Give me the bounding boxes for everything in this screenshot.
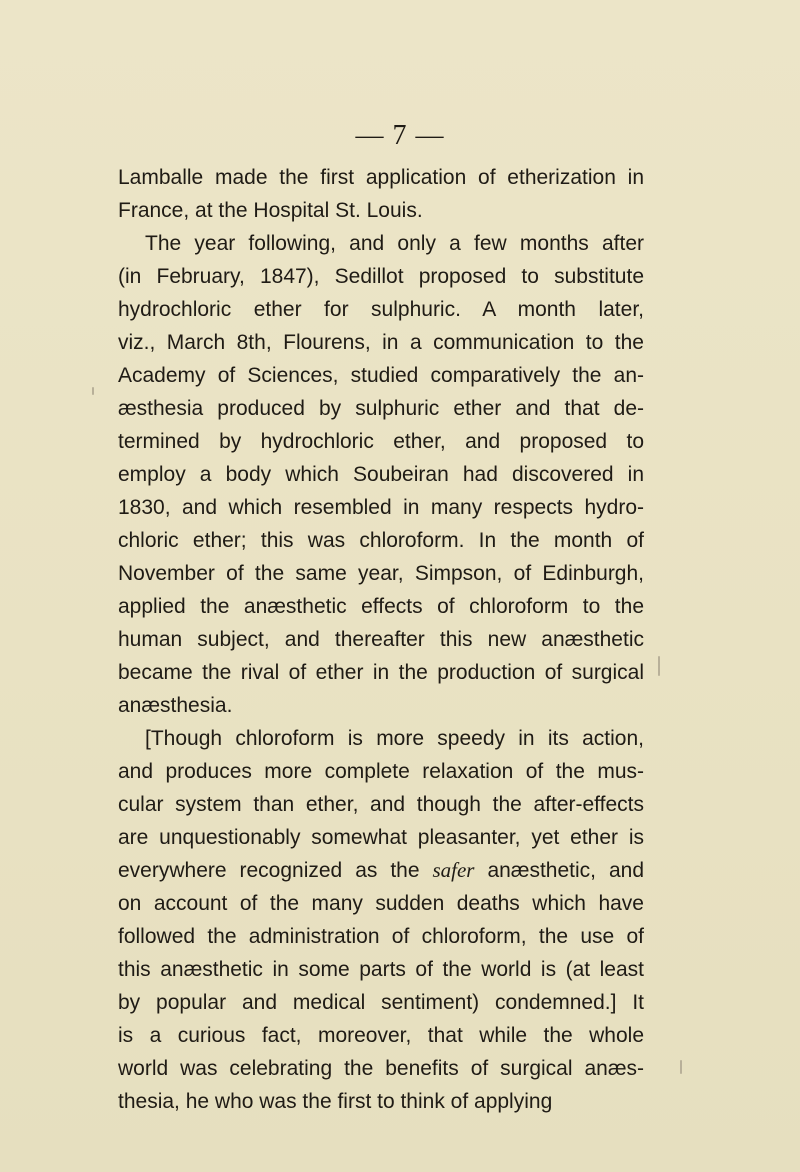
stray-mark bbox=[658, 656, 660, 676]
text-line: applied the anæsthetic effects of chloroform to the bbox=[118, 595, 644, 618]
text-line-with-italic bbox=[118, 854, 644, 887]
text-line: human subject, and thereafter this new anæsthetic bbox=[118, 628, 644, 651]
text-line: æsthesia produced by sulphuric ether and that de- bbox=[118, 397, 644, 420]
text-line: Academy of Sciences, studied comparatively the an- bbox=[118, 364, 644, 387]
text-line: France, at the Hospital St. Louis. bbox=[118, 199, 423, 222]
text-line: The year following, and only a few months after bbox=[145, 232, 644, 255]
text-line: hydrochloric ether for sulphuric. A month later, bbox=[118, 298, 644, 321]
text-line: November of the same year, Simpson, of Edinburgh, bbox=[118, 562, 644, 585]
page-number: — 7 — bbox=[355, 120, 445, 151]
text-line: termined by hydrochloric ether, and proposed to bbox=[118, 430, 644, 453]
text-line: anæsthesia. bbox=[118, 694, 233, 717]
stray-mark bbox=[92, 387, 94, 395]
italic-word: safer bbox=[432, 858, 475, 882]
text-line: by popular and medical sentiment) condemned.] It bbox=[118, 991, 644, 1014]
text-segment: anæsthetic, and bbox=[474, 859, 644, 882]
text-line: (in February, 1847), Sedillot proposed to substitute bbox=[118, 265, 644, 288]
text-line: cular system than ether, and though the after-effects bbox=[118, 793, 644, 816]
text-line: employ a body which Soubeiran had discovered in bbox=[118, 463, 644, 486]
text-line: and produces more complete relaxation of the mus- bbox=[118, 760, 644, 783]
body-text bbox=[118, 161, 644, 1118]
text-line: world was celebrating the benefits of surgical anæs- bbox=[118, 1057, 644, 1080]
text-line: this anæsthetic in some parts of the world is (at least bbox=[118, 958, 644, 981]
text-line: followed the administration of chloroform, the use of bbox=[118, 925, 644, 948]
text-line: thesia, he who was the first to think of applying bbox=[118, 1090, 553, 1113]
text-segment: everywhere recognized as the bbox=[118, 859, 433, 882]
text-line: Lamballe made the first application of etherization in bbox=[118, 166, 644, 189]
stray-mark bbox=[680, 1060, 682, 1074]
text-line: on account of the many sudden deaths which have bbox=[118, 892, 644, 915]
text-line: [Though chloroform is more speedy in its action, bbox=[145, 727, 644, 750]
text-line: are unquestionably somewhat pleasanter, yet ether is bbox=[118, 826, 644, 849]
text-line: is a curious fact, moreover, that while the whole bbox=[118, 1024, 644, 1047]
text-line: viz., March 8th, Flourens, in a communication to the bbox=[118, 331, 644, 354]
text-line: chloric ether; this was chloroform. In the month of bbox=[118, 529, 644, 552]
text-line: became the rival of ether in the production of surgical bbox=[118, 661, 644, 684]
text-line: 1830, and which resembled in many respects hydro- bbox=[118, 496, 644, 519]
